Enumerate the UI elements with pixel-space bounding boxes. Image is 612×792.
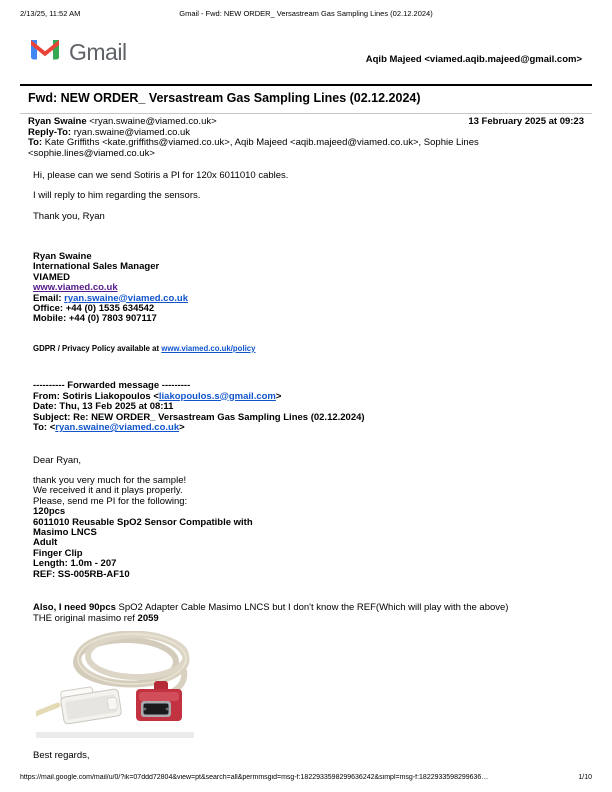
forwarded-to-email-link[interactable]: ryan.swaine@viamed.co.uk	[55, 422, 180, 433]
forwarded-body-line: thank you very much for the sample!	[33, 475, 187, 486]
forwarded-greeting: Dear Ryan,	[33, 455, 82, 466]
signature-title: International Sales Manager	[33, 261, 160, 273]
masimo-ref-number: 2059	[137, 612, 159, 624]
email-subject: Fwd: NEW ORDER_ Versastream Gas Sampling Lines (02.12.2024)	[20, 84, 592, 114]
forwarded-subject-value: Re: NEW ORDER_ Versastream Gas Sampling Lines (02.12.2024)	[70, 411, 365, 423]
product-ref-line: REF: SS-005RB-AF10	[33, 568, 130, 580]
email-link[interactable]: ryan.swaine@viamed.co.uk	[64, 292, 188, 304]
product-spec-line: 6011010 Reusable SpO2 Sensor Compatible with	[33, 516, 253, 528]
forwarded-body-line: We received it and it plays properly.	[33, 485, 183, 497]
replyto-value: ryan.swaine@viamed.co.uk	[71, 126, 191, 138]
from-name: Ryan Swaine	[28, 116, 87, 127]
print-footer	[20, 774, 592, 781]
email-label: Email:	[33, 292, 65, 304]
also-request-bold: Also, I need 90pcs	[33, 602, 116, 613]
forwarded-to-open: <	[47, 422, 56, 433]
gmail-wordmark: Gmail	[69, 39, 127, 65]
forwarded-divider: ---------- Forwarded message ---------	[33, 380, 191, 391]
photo-bottom-strip	[36, 732, 194, 738]
gdpr-text: GDPR / Privacy Policy available at	[33, 344, 162, 353]
body-paragraph: I will reply to him regarding the sensors.	[33, 190, 201, 202]
forwarded-from-close: >	[275, 390, 282, 402]
website-link[interactable]: www.viamed.co.uk	[33, 282, 118, 294]
account-owner: Aqib Majeed <viamed.aqib.majeed@gmail.com>	[365, 54, 582, 65]
message-body	[33, 171, 288, 232]
forwarded-header	[33, 381, 365, 434]
signature-block	[33, 252, 188, 325]
product-spec-line: Length: 1.0m - 207	[33, 558, 117, 570]
print-header	[20, 9, 592, 21]
body-paragraph: Thank you, Ryan	[33, 210, 105, 222]
print-header-title: Gmail - Fwd: NEW ORDER_ Versastream Gas Sampling Lines (02.12.2024)	[179, 9, 433, 18]
gmail-m-icon	[28, 37, 62, 68]
forwarded-to-label: To:	[33, 422, 48, 433]
order-quantity: 120pcs	[33, 506, 66, 518]
gdpr-policy-link[interactable]: www.viamed.co.uk/policy	[161, 344, 256, 353]
gdpr-line	[33, 344, 255, 354]
message-meta	[28, 117, 584, 159]
product-photo	[36, 631, 194, 743]
forwarded-from-name: Sotiris Liakopoulos <	[59, 390, 159, 402]
from-email: <ryan.swaine@viamed.co.uk>	[86, 116, 217, 127]
forwarded-to-row	[33, 423, 365, 434]
additional-request	[33, 603, 599, 624]
forwarded-date-label: Date:	[33, 401, 57, 412]
signature-name: Ryan Swaine	[33, 251, 92, 262]
forwarded-from-label: From:	[33, 390, 60, 402]
signature-office-phone: Office: +44 (0) 1535 634542	[33, 303, 155, 315]
closing-line: Best regards,	[33, 750, 90, 761]
product-spec-line: Finger Clip	[33, 547, 83, 559]
forwarded-to-close: >	[179, 422, 185, 433]
meta-to-row	[28, 138, 576, 159]
forwarded-body-line: Please, send me PI for the following:	[33, 495, 188, 507]
to-label: To:	[28, 137, 43, 149]
forwarded-date-value: Thu, 13 Feb 2025 at 08:11	[56, 401, 174, 412]
gmail-header-row	[28, 38, 582, 70]
forwarded-subject-label: Subject:	[33, 411, 71, 423]
masimo-ref-prefix: THE original masimo ref	[33, 612, 138, 624]
product-spec-line: Masimo LNCS	[33, 527, 97, 539]
to-value: Kate Griffiths <kate.griffiths@viamed.co.uk>, Aqib Majeed <aqib.majeed@viamed.co.uk>, Sophie Lines <sophie.lines@viamed.co.uk>	[28, 137, 479, 159]
gmail-logo	[28, 37, 127, 68]
message-date: 13 February 2025 at 09:23	[468, 116, 584, 127]
forwarded-body	[33, 476, 253, 580]
product-spec-line: Adult	[33, 537, 58, 549]
signature-mobile-phone: Mobile: +44 (0) 7803 907117	[33, 313, 157, 325]
print-header-datetime: 2/13/25, 11:52 AM	[20, 9, 81, 18]
replyto-label: Reply-To:	[28, 126, 72, 138]
body-paragraph: Hi, please can we send Sotiris a PI for 120x 6011010 cables.	[33, 170, 289, 181]
signature-company: VIAMED	[33, 271, 70, 283]
forwarded-from-email-link[interactable]: liakopoulos.s@gmail.com	[158, 390, 276, 402]
print-footer-url: https://mail.google.com/mail/u/0/?ik=07ddd72804&view=pt&search=all&permmsgid=msg-f:1822933598299636242&simpl=msg-f:1822933598299636…	[20, 774, 489, 781]
also-request-rest: SpO2 Adapter Cable Masimo LNCS but I don't know the REF(Which will play with the above)	[115, 602, 509, 613]
print-footer-page-number: 1/10	[578, 774, 592, 781]
